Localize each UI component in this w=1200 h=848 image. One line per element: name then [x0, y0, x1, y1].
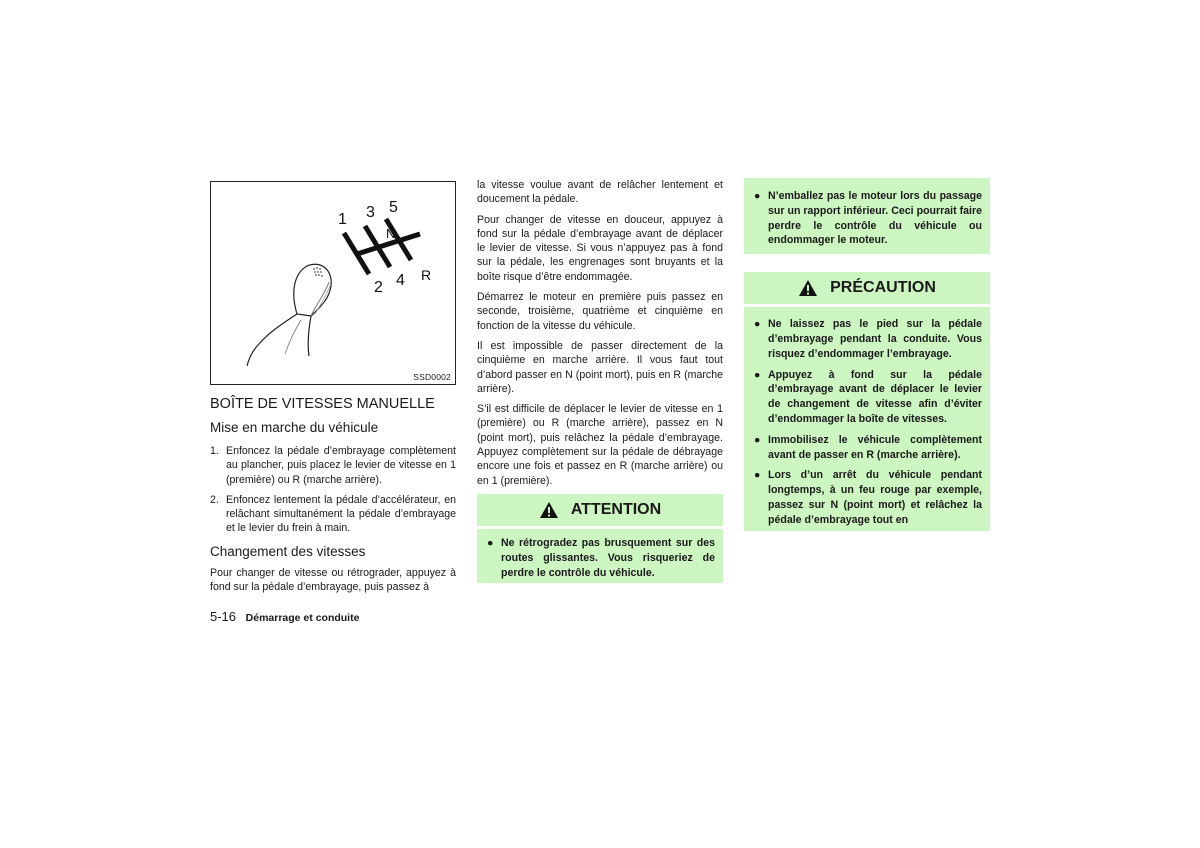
start-steps: [210, 444, 456, 536]
column-3: [744, 178, 990, 531]
precaution-item: [744, 317, 990, 361]
column-2: [477, 178, 723, 583]
precaution-item-text: Lors d’un arrêt du véhicule pendant longtemps, à un feu rouge par exemple, passez sur N (point mort) et relâchez la pédale d’embrayage tout en: [768, 469, 982, 526]
gear-label-3: 3: [366, 204, 375, 221]
step-item: [210, 444, 456, 487]
bullet-dot: ●: [754, 318, 761, 331]
gear-shift-illustration: [211, 182, 455, 384]
step-text: Enfoncez lentement la pédale d’accélérateur, en relâchant simultanément la pédale d’embrayage et le levier du frein à main.: [226, 493, 456, 535]
subheading-start: Mise en marche du véhicule: [210, 420, 379, 435]
bullet-dot: ●: [487, 536, 494, 549]
precaution-item-text: Appuyez à fond sur la pédale d’embrayage avant de déplacer le levier de changement de vitesse afin d’éviter d’endommager la boîte de vitesses.: [768, 368, 982, 425]
gear-label-r: R: [421, 267, 432, 283]
paragraph: Pour changer de vitesse ou rétrograder, appuyez à fond sur la pédale d’embrayage, puis passez à: [210, 566, 456, 594]
precaution-item: [744, 468, 990, 527]
shift-pattern: [344, 219, 420, 274]
precaution-item: [744, 433, 990, 463]
precaution-list: [744, 307, 990, 530]
step-number: 2.: [210, 493, 219, 506]
bullet-dot: ●: [754, 433, 761, 446]
figure-id: SSD0002: [413, 372, 451, 382]
precaution-callout: [744, 272, 990, 530]
column-1: [210, 178, 456, 600]
gear-label-2: 2: [374, 279, 383, 296]
step-text: Enfoncez la pédale d’embrayage complètement au plancher, puis placez le levier de vitesse en 1 (première) ou R (marche arrière).: [226, 445, 456, 486]
step-number: 1.: [210, 445, 219, 457]
chapter-title: Démarrage et conduite: [245, 612, 360, 624]
gear-shift-figure: [210, 181, 456, 385]
bullet-dot: ●: [754, 469, 761, 482]
gear-knob: [247, 264, 331, 366]
step-item: [210, 493, 456, 536]
section-heading: BOÎTE DE VITESSES MANUELLE: [210, 396, 435, 412]
precaution-item: [744, 368, 990, 427]
precaution-title: PRÉCAUTION: [830, 279, 936, 297]
gear-label-5: 5: [389, 199, 398, 216]
attention-callout: [477, 494, 723, 583]
precaution-header: [744, 272, 990, 304]
attention-item-text: Ne rétrogradez pas brusquement sur des routes glissantes. Vous risqueriez de perdre le contrôle du véhicule.: [501, 536, 715, 579]
warning-item-text: N’emballez pas le moteur lors du passage sur un rapport inférieur. Ceci pourrait faire perdre le contrôle du véhicule ou endommager le moteur.: [768, 190, 982, 247]
bullet-dot: ●: [754, 368, 761, 381]
page-number: 5-16: [210, 609, 237, 624]
gear-label-1: 1: [338, 211, 347, 228]
paragraph: Il est impossible de passer directement de la cinquième en marche arrière. Il vous faut tout d’abord passer en N (point mort), puis en R (marche arrière).: [477, 339, 723, 395]
warning-triangle-icon: [539, 501, 559, 519]
precaution-item-text: Ne laissez pas le pied sur la pédale d’embrayage pendant la conduite. Vous risquez d’endommager l’embrayage.: [768, 318, 982, 360]
warning-item: [744, 189, 990, 248]
gear-label-n: N: [386, 226, 396, 241]
bullet-dot: ●: [754, 190, 761, 202]
attention-item: [477, 536, 723, 580]
continued-warning-list: [744, 178, 990, 254]
attention-header: [477, 494, 723, 526]
attention-title: ATTENTION: [570, 500, 662, 518]
paragraph: la vitesse voulue avant de relâcher lentement et doucement la pédale.: [477, 179, 723, 206]
page-footer: [210, 609, 359, 624]
warning-triangle-icon: [798, 279, 818, 297]
paragraph: Pour changer de vitesse en douceur, appuyez à fond sur la pédale d’embrayage avant de déplacer le levier de vitesse. Si vous n’appuyez pas à fond sur la pédale, les engrenages sont bruyants et la boîte risque d’être endommagée.: [477, 213, 723, 283]
paragraph: S’il est difficile de déplacer le levier de vitesse en 1 (première) ou R (marche arrière), passez en N (point mort), puis relâchez la pédale d’embrayage. Appuyez complètement sur la pédale de débrayage encore une fois et passez en R (marche arrière) ou en 1 (première).: [477, 403, 723, 487]
paragraph: Démarrez le moteur en première puis passez en seconde, troisième, quatrième et cinquième en fonction de la vitesse du véhicule.: [477, 291, 723, 332]
subheading-shifting: Changement des vitesses: [210, 543, 366, 559]
precaution-item-text: Immobilisez le véhicule complètement avant de passer en R (marche arrière).: [768, 433, 982, 461]
gear-label-4: 4: [396, 272, 405, 289]
attention-list: [477, 529, 723, 583]
